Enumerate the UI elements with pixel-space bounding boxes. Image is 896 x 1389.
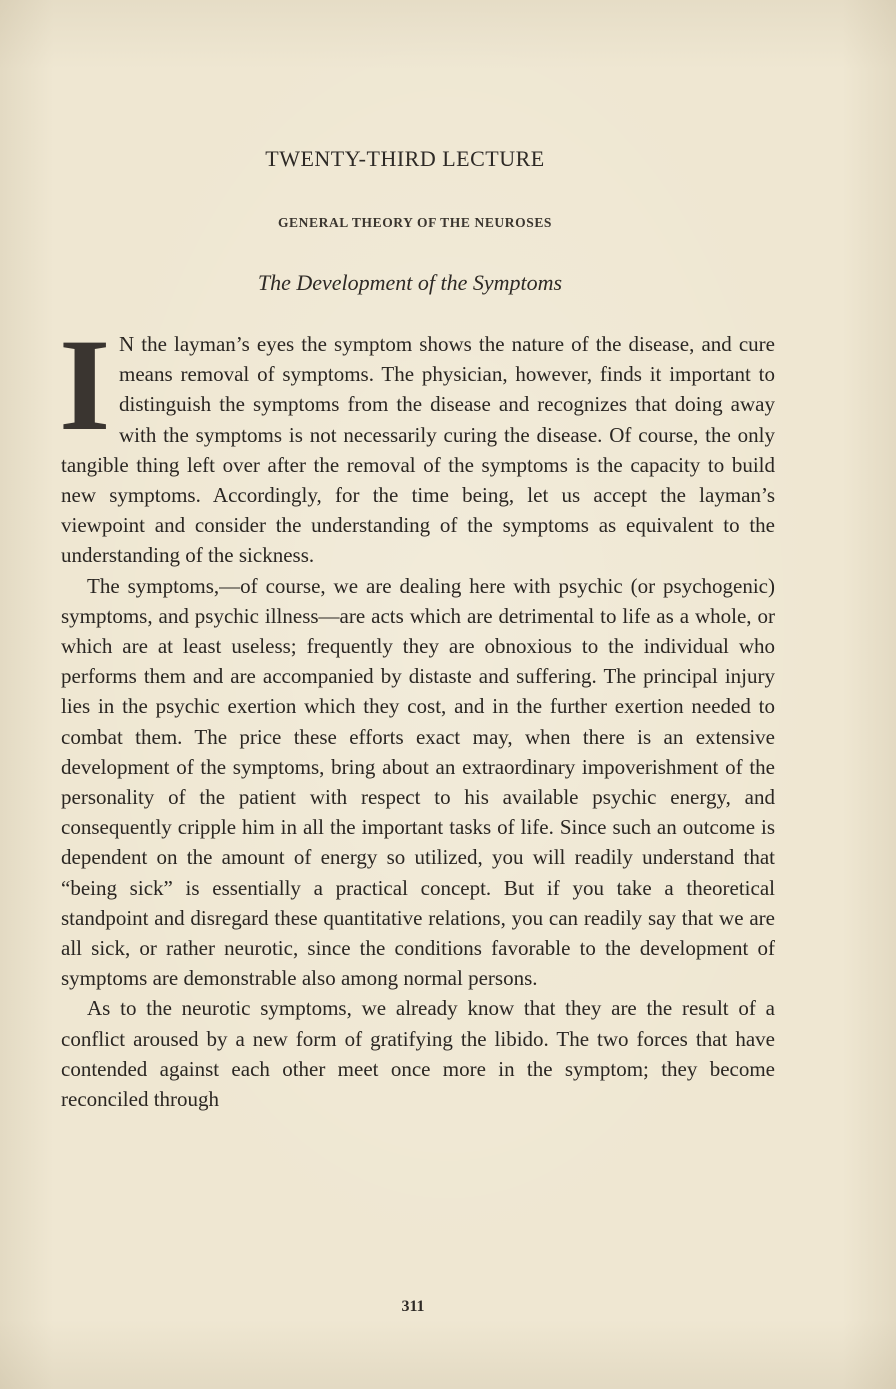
section-subtitle: GENERAL THEORY OF THE NEUROSES — [277, 215, 553, 230]
paragraph-1-text: N the layman’s eyes the symptom shows the nature of the disease, and cure means removal of symptoms. The physician, however, finds it important to distinguish the symptoms from the disease and recognizes that doing away with the symptoms is not necessarily curing the disease. Of course, the only tangible thing left over after the removal of the symptoms is the capacity to build new symptoms. Accordingly, for the time being, let us accept the layman’s viewpoint and consider the understanding of the symptoms as equivalent to the understanding of the sickness. — [61, 332, 775, 568]
chapter-title: The Development of the Symptoms — [257, 270, 563, 295]
body-text — [59, 311, 775, 1114]
paragraph-2: The symptoms,—of course, we are dealing here with psychic (or psychogenic) symptoms, and psychic illness—are acts which are detrimental to life as a whole, or which are at least useless; frequently they are obnoxious to the individual who performs them and are accompanied by distaste and suffering. The principal injury lies in the psychic exertion which they cost, and in the further exertion needed to combat them. The price these efforts exact may, when there is an extensive development of the symptoms, bring about an extraordinary impoverishment of the personality of the patient with respect to his available psychic energy, and consequently cripple him in all the important tasks of life. Since such an outcome is dependent on the amount of energy so utilized, you will readily understand that “being sick” is essentially a practical concept. But if you take a theoretical standpoint and disregard these quantitative relations, you can readily say that we are all sick, or rather neurotic, since the conditions favorable to the development of symptoms are demonstrable also among normal persons. — [61, 573, 775, 991]
drop-cap: I — [59, 311, 111, 458]
paragraph-1 — [59, 311, 775, 571]
lecture-title: TWENTY-THIRD LECTURE — [265, 146, 545, 171]
paragraph-3: As to the neurotic symptoms, we already know that they are the result of a conflict aroused by a new form of gratifying the libido. The two forces that have contended against each other meet once more in the symptom; they become reconciled through — [61, 996, 775, 1112]
page-number: 311 — [401, 1298, 425, 1315]
